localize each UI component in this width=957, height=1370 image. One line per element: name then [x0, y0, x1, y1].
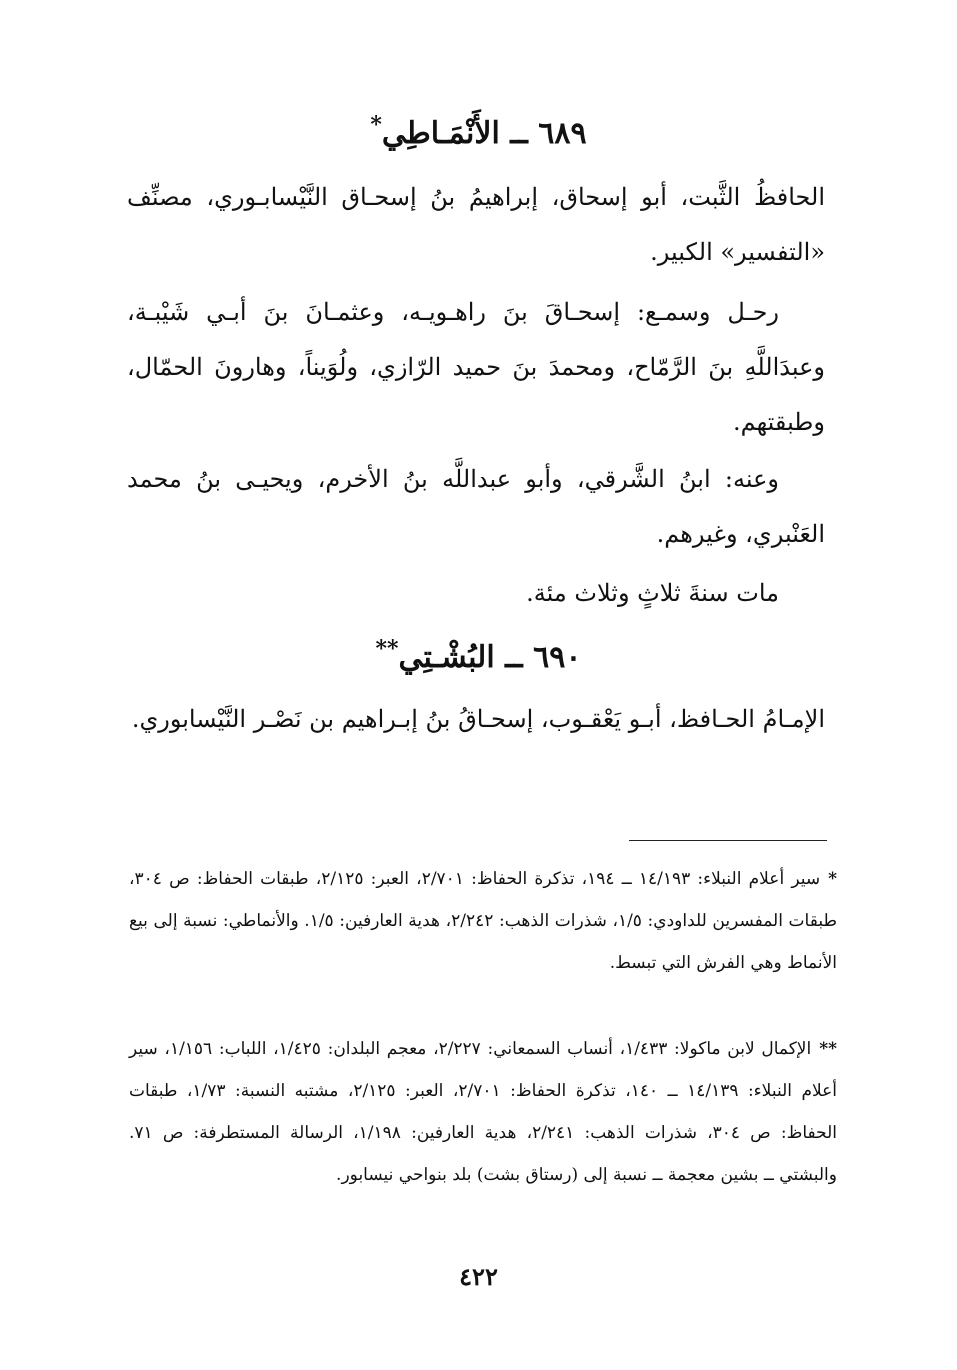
- footnote-1-mark: *: [828, 869, 837, 889]
- entry-689-para-3-text: وعنه: ابنُ الشَّرقي، وأبو عبداللَّه بنُ الأخرم، ويحيـى بنُ محمد العَنْبري، وغيرهم.: [127, 465, 825, 548]
- footnote-2-mark: **: [819, 1039, 837, 1059]
- entry-690-name: البُشْـتِي: [398, 640, 495, 675]
- entry-690-para-1: [127, 692, 825, 747]
- entry-689-para-2: [127, 285, 825, 450]
- entry-690-number: ٦٩٠: [533, 640, 582, 675]
- entry-689-para-2-text: رحـل وسمـع: إسحـاقَ بنَ راهـويـه، وعثمـانَ بنَ أبـي شَيْبـة، وعبدَاللَّهِ بنَ الرَّمّاح، ومحمدَ بنَ حميد الرّازي، ولُوَيناً، وهارونَ الحمّال، وطبقتهم.: [127, 298, 825, 436]
- entry-689-para-4-text: مات سنةَ ثلاثٍ وثلاث مئة.: [526, 579, 779, 607]
- entry-689-heading: [0, 112, 957, 151]
- page-number: ٤٢٢: [459, 1262, 498, 1291]
- entry-690-footnote-mark: **: [375, 636, 399, 662]
- footnote-separator: [629, 840, 827, 841]
- entry-689-para-3: [127, 452, 825, 562]
- footnote-1: [129, 858, 837, 984]
- entry-689-para-4: [127, 566, 825, 621]
- entry-689-name: الأَنْمَـاطِي: [381, 116, 500, 151]
- footnote-2: [129, 1028, 837, 1196]
- entry-689-number: ٦٨٩: [538, 116, 587, 151]
- entry-690-dash: ــ: [505, 640, 523, 675]
- entry-689-footnote-mark: *: [370, 112, 382, 138]
- entry-689-para-1-text: الحافظُ الثَّبت، أبو إسحاق، إبراهيمُ بنُ إسحـاق النَّيْسابـوري، مصنِّف «التفسير» الكبير.: [127, 183, 825, 266]
- entry-689-para-1: [127, 170, 825, 280]
- entry-690-heading: [0, 636, 957, 675]
- entry-689-dash: ــ: [510, 116, 528, 151]
- entry-690-para-1-text: الإمـامُ الحـافظ، أبـو يَعْقـوب، إسحـاقُ بنُ إبـراهيم بن نَصْـر النَّيْسابوري.: [131, 705, 825, 733]
- footnote-2-text: الإكمال لابن ماكولا: ١/٤٣٣، أنساب السمعاني: ٢/٢٢٧، معجم البلدان: ١/٤٢٥، اللباب: ١/١٥٦، سير أعلام النبلاء: ١٤/١٣٩ ــ ١٤٠، تذكرة الحفاظ: ٢/٧٠١، العبر: ٢/١٢٥، مشتبه النسبة: ١/٧٣، طبقات الحفاظ: ص ٣٠٤، شذرات الذهب: ٢/٢٤١، هدية العارفين: ١/١٩٨، الرسالة المستطرفة: ص ٧١. والبشتي ــ بشين معجمة ــ نسبة إلى (رستاق بشت) بلد بنواحي نيسابور.: [129, 1039, 838, 1185]
- footnote-1-text: سير أعلام النبلاء: ١٤/١٩٣ ــ ١٩٤، تذكرة الحفاظ: ٢/٧٠١، العبر: ٢/١٢٥، طبقات الحفاظ: ص ٣٠٤، طبقات المفسرين للداودي: ١/٥، شذرات الذهب: ٢/٢٤٢، هدية العارفين: ١/٥. والأنماطي: نسبة إلى بيع الأنماط وهي الفرش التي تبسط.: [129, 869, 837, 973]
